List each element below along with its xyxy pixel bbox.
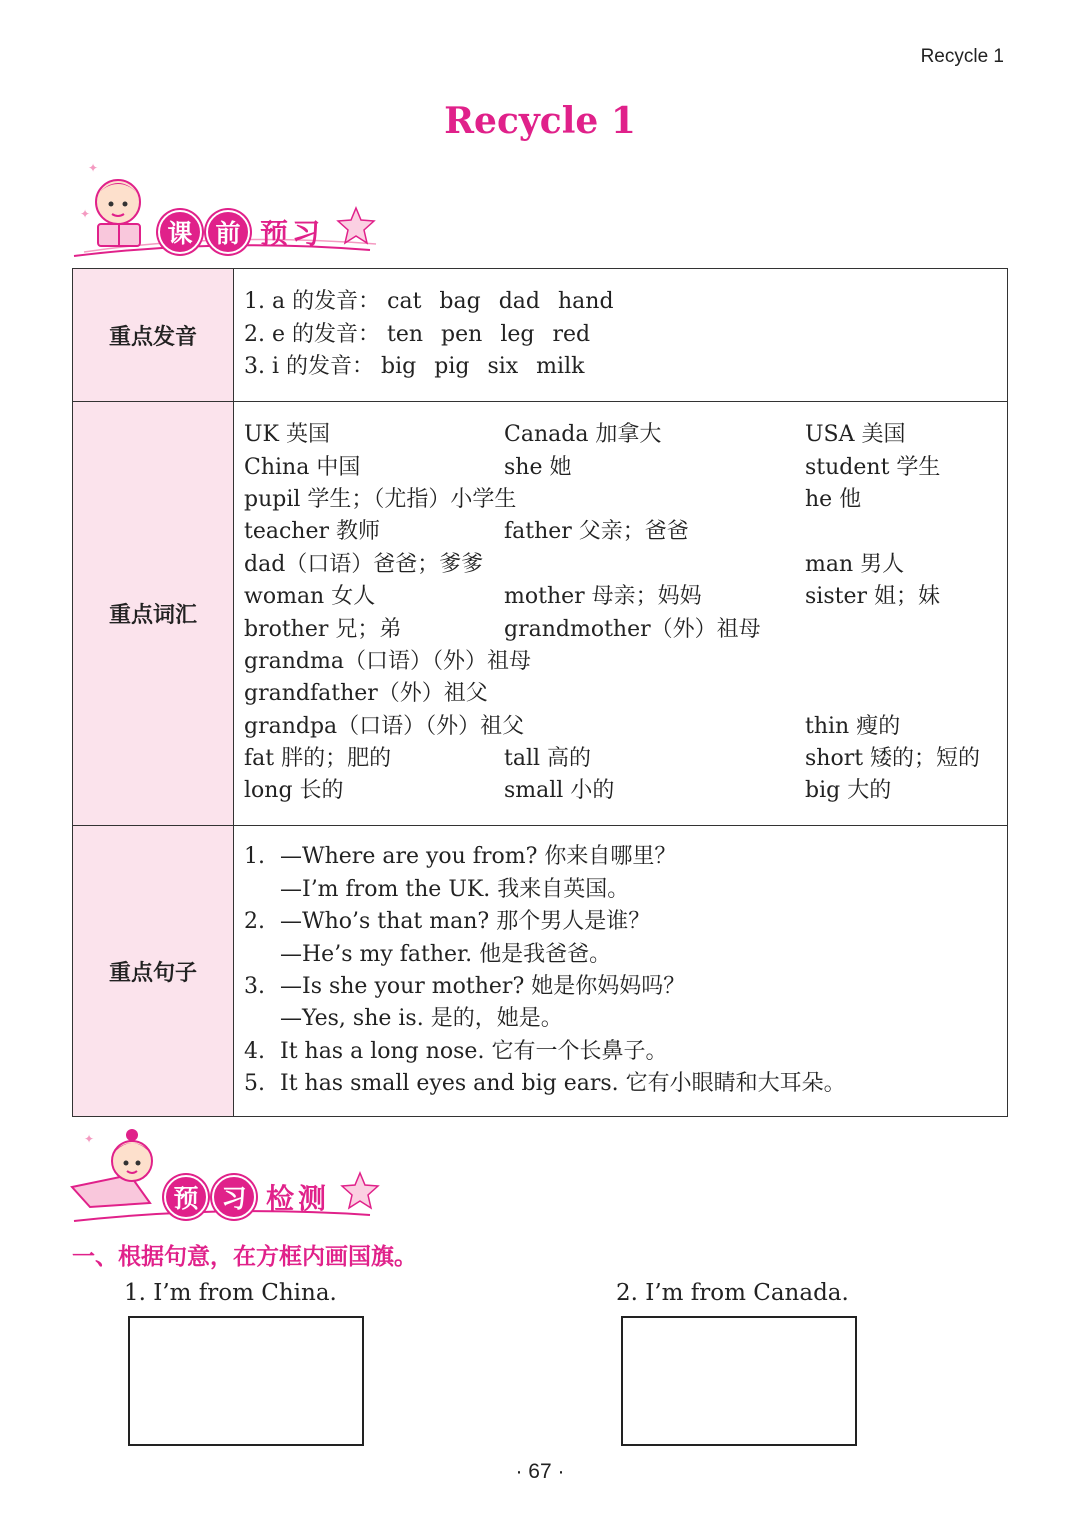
flag-drawing-box-2[interactable] [621, 1316, 857, 1446]
sentence-text: —Is she your mother? 她是你妈妈吗？ [280, 974, 686, 999]
line-number: 2. [244, 909, 265, 935]
vocab-entry [805, 614, 1005, 646]
phonics-word: red [552, 321, 591, 347]
phonics-content [234, 269, 1008, 402]
phonics-word: ten [387, 321, 424, 347]
vocab-entry: thin 瘦的 [805, 713, 901, 739]
sentence-text: It has small eyes and big ears. 它有小眼睛和大耳朵。 [280, 1071, 846, 1097]
sentence-text: —Where are you from? 你来自哪里？ [280, 844, 677, 870]
sentence-line [244, 939, 1007, 971]
banner1-text: 预习 [260, 217, 325, 250]
star-icon [336, 206, 376, 246]
sentence-text: —Who’s that man? 那个男人是谁？ [280, 909, 651, 935]
sentence-line [244, 1036, 1007, 1068]
vocab-entry [504, 549, 805, 581]
vocab-label: 重点词汇 [73, 402, 234, 826]
line-number: 1. [244, 844, 265, 870]
phonics-key: i 的发音： [272, 354, 375, 380]
banner2-char-1: 预 [164, 1175, 208, 1219]
vocab-entry: grandmother（外）祖母 [504, 616, 761, 642]
line-number: 2. [244, 321, 265, 347]
vocab-entry [805, 678, 1005, 710]
vocab-entry: she 她 [504, 454, 572, 480]
phonics-line [244, 351, 1007, 383]
line-number: 4. [244, 1038, 265, 1064]
vocab-entry [805, 646, 1005, 678]
banner2-text: 检测 [266, 1182, 331, 1215]
sentence-line [244, 906, 1007, 938]
vocab-entry: grandfather（外）祖父 [244, 681, 488, 707]
banner1-char-1: 课 [158, 210, 202, 254]
vocab-entry: China 中国 [244, 454, 361, 480]
sentences-label: 重点句子 [73, 826, 234, 1117]
vocab-entry: teacher 教师 [244, 519, 380, 545]
exercise-heading: 一、根据句意，在方框内画国旗。 [72, 1244, 417, 1270]
phonics-key: e 的发音： [272, 321, 381, 347]
sentence-line [244, 1068, 1007, 1100]
vocab-grid [244, 419, 1007, 808]
vocab-entry: father 父亲；爸爸 [504, 519, 689, 545]
vocab-entry: man 男人 [805, 551, 905, 577]
star-icon [340, 1171, 380, 1211]
phonics-row [73, 269, 1008, 402]
sentences-content [234, 826, 1008, 1117]
vocab-entry [504, 484, 805, 516]
sentence-line [244, 1003, 1007, 1035]
phonics-word: cat [387, 289, 422, 315]
vocab-entry: Canada 加拿大 [504, 422, 662, 448]
sentence-text: —I’m from the UK. 我来自英国。 [280, 876, 630, 902]
vocab-entry: grandpa（口语）（外）祖父 [244, 713, 525, 739]
vocab-entry: he 他 [805, 486, 862, 512]
vocab-entry: tall 高的 [504, 746, 592, 772]
vocab-entry [504, 711, 805, 743]
vocab-entry: dad（口语）爸爸；爹爹 [244, 551, 484, 577]
banner1-char-2: 前 [206, 210, 250, 254]
preview-banner [70, 158, 380, 258]
phonics-word: hand [558, 289, 614, 315]
svg-text:✦: ✦ [88, 161, 99, 175]
page-title: Recycle 1 [444, 100, 636, 142]
vocab-entry: small 小的 [504, 778, 615, 804]
vocab-entry: brother 兄；弟 [244, 616, 402, 642]
vocab-entry [504, 678, 805, 710]
vocab-entry: short 矮的；短的 [805, 746, 981, 772]
banner2-char-2: 习 [212, 1175, 256, 1219]
line-number: 5. [244, 1071, 265, 1097]
sentence-text: —Yes, she is. 是的，她是。 [280, 1006, 563, 1032]
phonics-key: a 的发音： [272, 289, 381, 315]
line-number: 1. [244, 289, 265, 315]
vocab-entry: woman 女人 [244, 584, 376, 610]
phonics-label: 重点发音 [73, 269, 234, 402]
phonics-line [244, 319, 1007, 351]
vocab-entry [805, 516, 1005, 548]
sentence-line [244, 971, 1007, 1003]
vocab-entry: mother 母亲；妈妈 [504, 584, 702, 610]
vocab-entry: grandma（口语）（外）祖母 [244, 648, 531, 674]
preview-table [72, 268, 1008, 1117]
phonics-word: dad [498, 289, 540, 315]
sentence-line [244, 874, 1007, 906]
sentence-line [244, 841, 1007, 873]
phonics-word: six [487, 354, 519, 380]
sentence-text: —He’s my father. 他是我爸爸。 [280, 941, 612, 967]
vocab-entry [504, 646, 805, 678]
vocab-entry: pupil 学生；（尤指）小学生 [244, 486, 517, 512]
line-number: 3. [244, 354, 265, 380]
sentence-text: It has a long nose. 它有一个长鼻子。 [280, 1038, 668, 1064]
vocab-row [73, 402, 1008, 826]
phonics-word: big [381, 354, 417, 380]
svg-text:✦: ✦ [84, 1132, 95, 1146]
question-2: 2. I’m from Canada. [616, 1280, 849, 1306]
vocab-entry: long 长的 [244, 778, 344, 804]
vocab-entry: UK 英国 [244, 422, 330, 448]
line-number: 3. [244, 974, 265, 999]
phonics-word: pen [441, 321, 483, 347]
vocab-entry: fat 胖的；肥的 [244, 746, 392, 772]
phonics-word: milk [536, 354, 585, 380]
phonics-line [244, 286, 1007, 318]
vocab-entry: USA 美国 [805, 422, 906, 448]
question-1: 1. I’m from China. [124, 1280, 337, 1306]
sentences-row [73, 826, 1008, 1117]
check-banner [70, 1123, 380, 1223]
running-head: Recycle 1 [920, 46, 1004, 67]
vocab-entry: big 大的 [805, 778, 892, 804]
vocab-entry: student 学生 [805, 454, 941, 480]
phonics-word: bag [439, 289, 481, 315]
page-number: · 67 · [515, 1460, 565, 1483]
flag-drawing-box-1[interactable] [128, 1316, 364, 1446]
phonics-word: pig [434, 354, 470, 380]
svg-text:✦: ✦ [80, 207, 91, 221]
vocab-content [234, 402, 1008, 826]
vocab-entry: sister 姐；妹 [805, 584, 940, 610]
phonics-word: leg [500, 321, 535, 347]
